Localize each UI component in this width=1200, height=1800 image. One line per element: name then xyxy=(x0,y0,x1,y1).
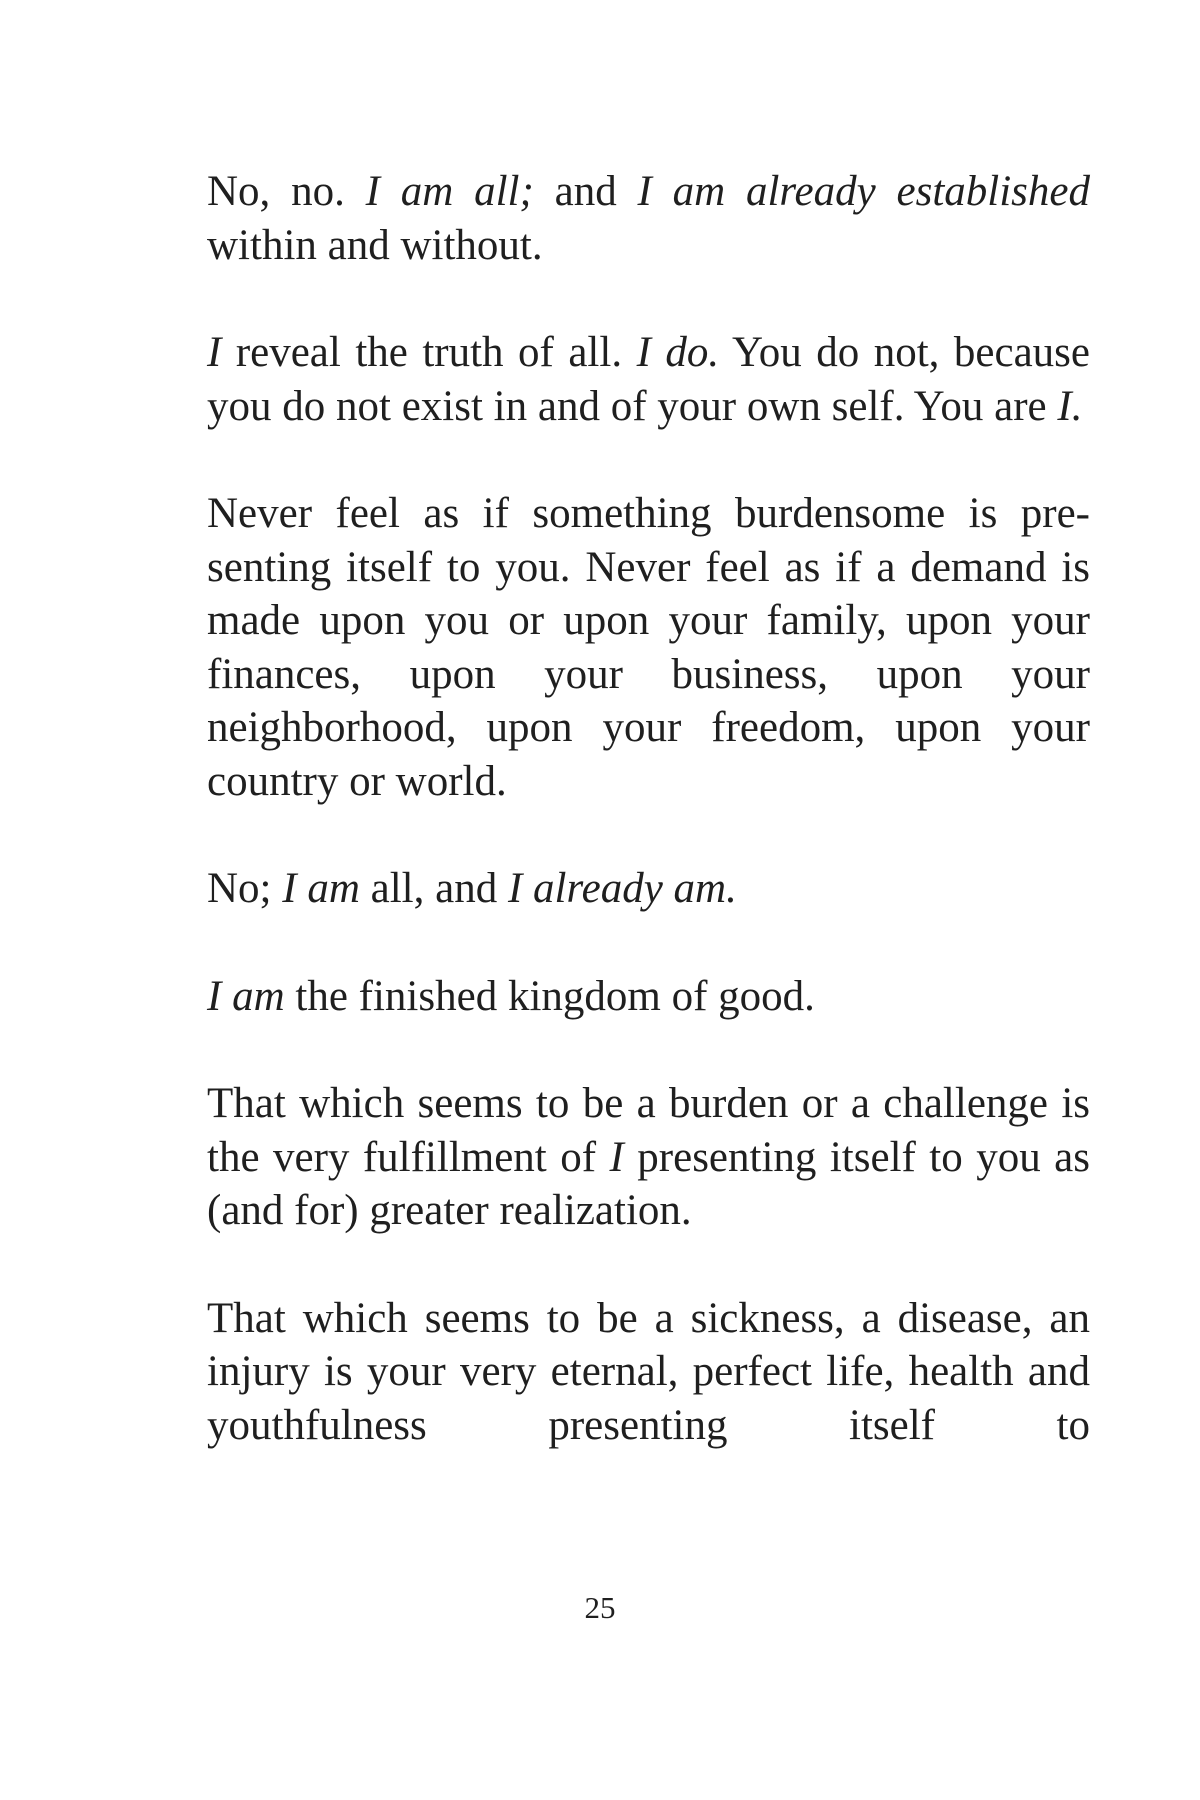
text-run: No; xyxy=(207,865,283,912)
text-run: and xyxy=(533,168,638,215)
text-run: reveal the truth of all. xyxy=(221,329,637,376)
paragraph xyxy=(207,1292,1090,1453)
page-number: 25 xyxy=(584,1590,616,1625)
italic-text: I am xyxy=(207,972,285,1020)
italic-text: I am already established xyxy=(637,168,1091,215)
paragraph xyxy=(207,862,1090,916)
paragraph xyxy=(207,326,1090,433)
paragraph xyxy=(207,487,1090,808)
italic-text: I xyxy=(609,1133,624,1181)
text-run: That which seems to be a sickness, a disease, an injury is your very eternal, perfect life, health and youthfulness presenting itself to xyxy=(207,1294,1090,1449)
italic-text: I xyxy=(207,329,222,376)
italic-text: I already am. xyxy=(507,865,737,912)
paragraph xyxy=(207,1077,1090,1238)
italic-text: I am xyxy=(282,865,360,912)
text-run: No, no. xyxy=(207,168,366,215)
italic-text: I do. xyxy=(636,329,720,376)
italic-text: I am all; xyxy=(365,168,534,215)
paragraph xyxy=(207,970,1090,1024)
text-run: all, and xyxy=(359,865,508,912)
text-run: You do not, because you do not exist in and of your own self. You are xyxy=(207,329,1090,430)
body-text xyxy=(207,165,1090,1452)
text-run: the finished kingdom of good. xyxy=(284,972,815,1020)
text-run: within and without. xyxy=(207,221,543,269)
text-run: presenting itself to you as (and for) greater realization. xyxy=(207,1133,1090,1234)
italic-text: I. xyxy=(1057,382,1083,430)
text-run: Never feel as if something burdensome is presenting itself to you. Never feel as if a demand is made upon you or upon your family, upon your finances, upon your business, upon your neighborhood, upon your freedom, upon your country or world. xyxy=(207,490,1090,805)
paragraph xyxy=(207,165,1090,272)
text-run: That which seems to be a burden or a challenge is the very fulfillment of xyxy=(207,1080,1090,1181)
